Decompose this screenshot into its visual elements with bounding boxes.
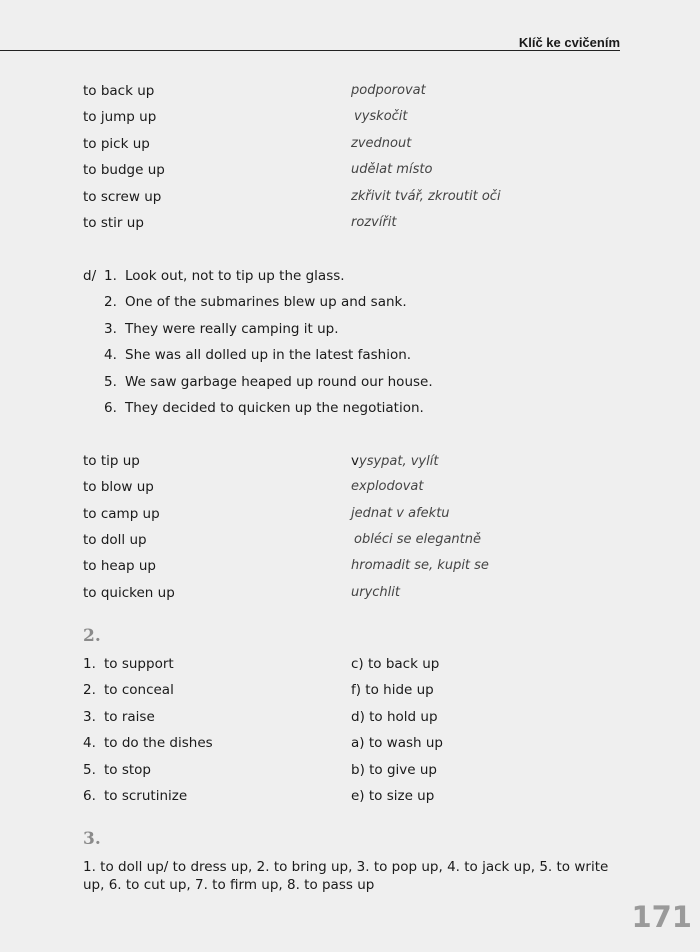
translation: hromadit se, kupit se <box>351 558 489 573</box>
section-3-answers: 1. to doll up/ to dress up, 2. to bring up, 3. to pop up, 4. to jack up, 5. to write up, 6. to cut up, 7. to firm up, 8. to pass up <box>83 859 609 893</box>
translation: zkřivit tvář, zkroutit oči <box>351 189 501 204</box>
item-answer: f) to hide up <box>351 682 434 698</box>
phrasal-verb: to heap up <box>83 558 156 574</box>
translation <box>351 453 438 469</box>
phrasal-verb: to camp up <box>83 506 160 522</box>
item-number: 4. <box>83 735 96 751</box>
item-number: 5. <box>83 762 96 778</box>
phrasal-verb: to jump up <box>83 109 157 125</box>
vocab-row <box>83 506 643 526</box>
item-text: to support <box>104 656 174 672</box>
phrasal-verb: to budge up <box>83 162 165 178</box>
header-title: Klíč ke cvičením <box>518 35 620 50</box>
sentence-number: 4. <box>104 347 117 363</box>
translation: urychlit <box>351 585 400 600</box>
sentence-number: 6. <box>104 400 117 416</box>
item-text: to scrutinize <box>104 788 188 804</box>
item-answer: b) to give up <box>351 762 438 778</box>
translation: udělat místo <box>351 162 433 177</box>
sentence-number: 3. <box>104 321 117 337</box>
sentence-text: We saw garbage heaped up round our house. <box>125 374 433 390</box>
translation: rozvířit <box>351 215 397 230</box>
translation: explodovat <box>351 479 424 494</box>
vocab-row <box>83 479 643 499</box>
item-text: to raise <box>104 709 155 725</box>
page-number: 171 <box>631 900 692 934</box>
phrasal-verb: to blow up <box>83 479 154 495</box>
match-row <box>83 735 643 755</box>
vocab-row <box>83 109 643 129</box>
sentence-number: 2. <box>104 294 117 310</box>
vocab-row <box>83 453 643 473</box>
phrasal-verb: to screw up <box>83 189 162 205</box>
sentence-text: One of the submarines blew up and sank. <box>125 294 407 310</box>
vocab-row <box>83 585 643 605</box>
sentence-text: They decided to quicken up the negotiation. <box>125 400 424 416</box>
item-number: 1. <box>83 656 96 672</box>
sentence-number: 5. <box>104 374 117 390</box>
item-text: to conceal <box>104 682 174 698</box>
phrasal-verb: to quicken up <box>83 585 175 601</box>
item-text: to stop <box>104 762 151 778</box>
phrasal-verb: to tip up <box>83 453 140 469</box>
item-text: to do the dishes <box>104 735 213 751</box>
section-number: 3. <box>83 829 101 849</box>
translation: vyskočit <box>354 109 408 124</box>
phrasal-verb: to pick up <box>83 136 150 152</box>
phrasal-verb: to stir up <box>83 215 144 231</box>
item-answer: c) to back up <box>351 656 440 672</box>
vocab-row <box>83 189 643 209</box>
item-number: 6. <box>83 788 96 804</box>
translation: zvednout <box>351 136 412 151</box>
translation-rest: ysypat, vylít <box>359 454 439 469</box>
item-number: 2. <box>83 682 96 698</box>
vocab-row <box>83 162 643 182</box>
item-answer: a) to wash up <box>351 735 443 751</box>
match-row <box>83 656 643 676</box>
match-row <box>83 682 643 702</box>
sentence-text: She was all dolled up in the latest fashion. <box>125 347 412 363</box>
translation: podporovat <box>351 83 426 98</box>
phrasal-verb: to back up <box>83 83 155 99</box>
match-row <box>83 709 643 729</box>
item-answer: e) to size up <box>351 788 435 804</box>
header-rule <box>0 50 620 51</box>
phrasal-verb: to doll up <box>83 532 147 548</box>
sentence-text: They were really camping it up. <box>125 321 339 337</box>
match-row <box>83 762 643 782</box>
match-row <box>83 788 643 808</box>
translation: jednat v afektu <box>351 506 450 521</box>
exercise-label: d/ <box>83 268 97 284</box>
sentence-text: Look out, not to tip up the glass. <box>125 268 345 284</box>
vocab-row <box>83 83 643 103</box>
vocab-row <box>83 215 643 235</box>
vocab-row <box>83 558 643 578</box>
item-answer: d) to hold up <box>351 709 438 725</box>
translation-first-letter: v <box>351 453 359 469</box>
item-number: 3. <box>83 709 96 725</box>
vocab-row <box>83 532 643 552</box>
vocab-row <box>83 136 643 156</box>
translation: obléci se elegantně <box>354 532 482 547</box>
sentence-number: 1. <box>104 268 117 284</box>
section-number: 2. <box>83 626 101 646</box>
